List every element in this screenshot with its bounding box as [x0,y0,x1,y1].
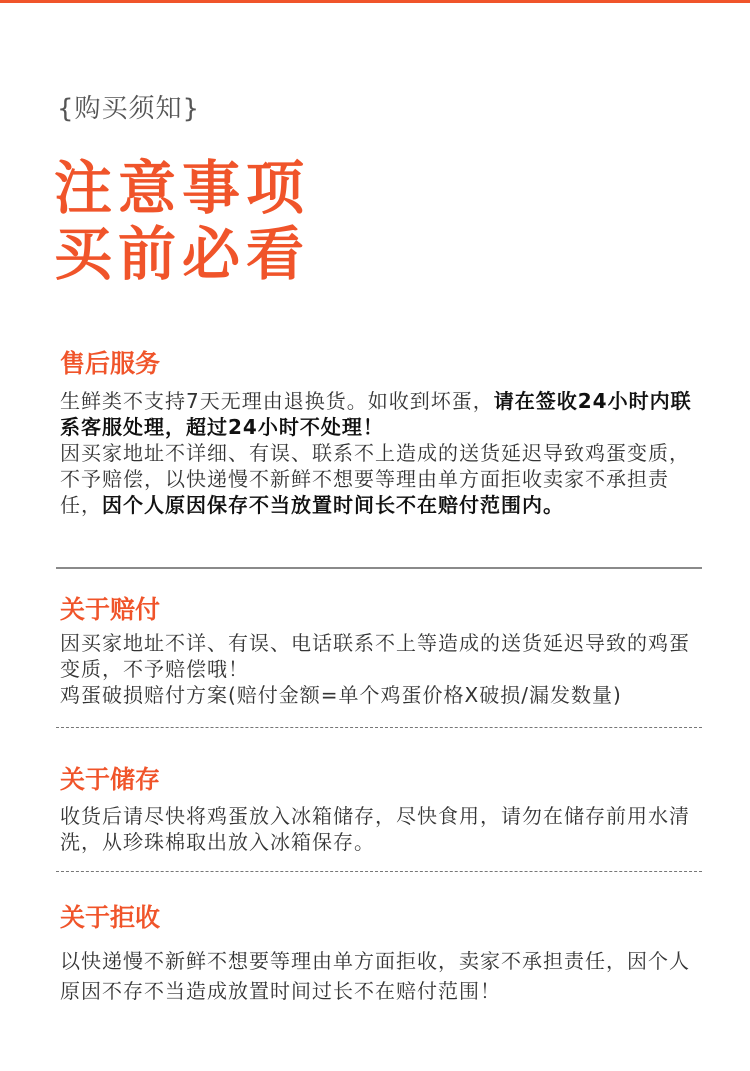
section-body-rejection [60,946,710,1006]
after-sales-text-4: 因个人原因保存不当放置时间长不在赔付范围内。 [102,493,564,517]
after-sales-text-3: 因买家地址不详细、有误、联系不上造成的送货延迟导致鸡蛋变质，不予赔偿，以快递慢不新鲜不想要等理由单方面拒收卖家不承担责任， [60,441,690,517]
compensation-text-2: 鸡蛋破损赔付方案(赔付金额=单个鸡蛋价格X破损/漏发数量) [60,683,622,707]
section-divider [56,871,702,872]
top-accent-bar [0,0,750,3]
purchase-notice-label: {购买须知} [57,94,201,124]
headline-notes: 注意事项 [54,154,311,222]
headline-must-read: 买前必看 [54,220,311,288]
after-sales-text-1: 生鲜类不支持7天无理由退换货。如收到坏蛋， [60,389,494,413]
section-title-after-sales: 售后服务 [60,349,161,378]
rejection-text-1: 以快递慢不新鲜不想要等理由单方面拒收，卖家不承担责任，因个人原因不存不当造成放置时间过长不在赔付范围！ [60,949,690,1003]
storage-text-1: 收货后请尽快将鸡蛋放入冰箱储存，尽快食用，请勿在储存前用水清洗，从珍珠棉取出放入冰箱保存。 [60,804,690,854]
section-divider [56,567,702,569]
compensation-text-1: 因买家地址不详、有误、电话联系不上等造成的送货延迟导致的鸡蛋变质，不予赔偿哦！ [60,631,690,681]
after-sales-text-2: 请在签收24小时内联系客服处理，超过24小时不处理！ [60,389,692,439]
section-divider [56,727,702,728]
section-body-after-sales [60,388,710,518]
section-body-storage [60,803,710,855]
section-title-storage: 关于储存 [60,765,161,794]
section-title-compensation: 关于赔付 [60,595,161,624]
section-body-compensation [60,630,710,708]
section-title-rejection: 关于拒收 [60,903,161,932]
